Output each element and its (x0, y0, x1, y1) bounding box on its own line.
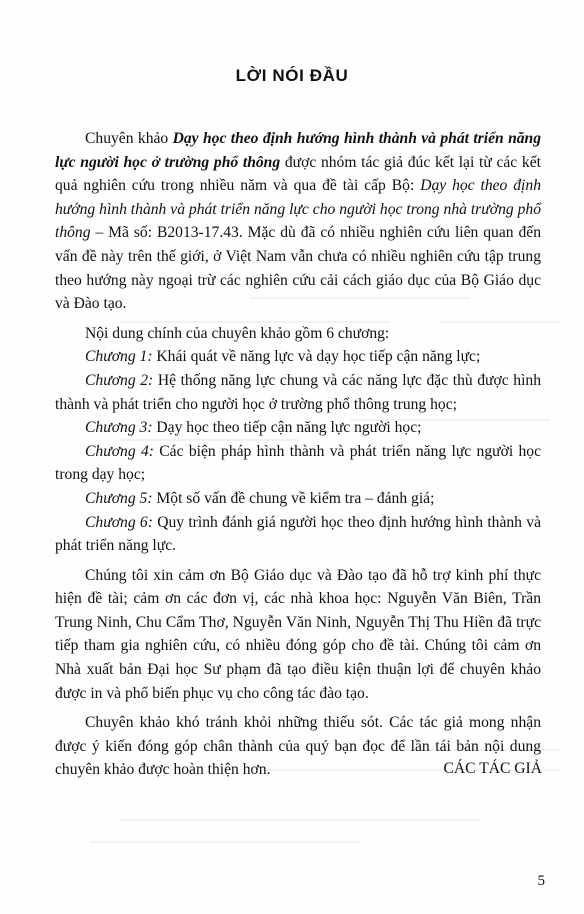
thanks-paragraph: Chúng tôi xin cảm ơn Bộ Giáo dục và Đào tạo đã hỗ trợ kinh phí thực hiện đề tài; cảm ơn các đơn vị, các nhà khoa học: Nguyễn Văn Biên, Trần Trung Ninh, Chu Cẩm Thơ, Nguyễn Văn Ninh, Nguyễn Thị Thu Hiền đã trực tiếp tham gia nghiên cứu, có nhiều đóng góp cho đề tài. Chúng tôi cảm ơn Nhà xuất bản Đại học Sư phạm đã tạo điều kiện thuận lợi để chuyên khảo được in và phổ biến phục vụ cho công tác đào tạo. (55, 566, 541, 702)
book-title: Dạy học theo định hướng hình thành và phát triển năng lực người học ở trường phổ thông (55, 130, 542, 171)
chapter-label: Chương 4: (85, 442, 154, 460)
chapter-label: Chương 6: (85, 513, 153, 531)
chapter-item: Chương 2: Hệ thống năng lực chung và các năng lực đặc thù được hình thành và phát triển cho người học ở trường phổ thông trung học; (55, 371, 541, 413)
chapter-label: Chương 1: (85, 348, 153, 366)
authors-signature: CÁC TÁC GIẢ (443, 760, 542, 777)
chapter-label: Chương 5: (85, 489, 153, 507)
chapter-item: Chương 6: Quy trình đánh giá người học theo định hướng hình thành và phát triển năng lực. (55, 513, 541, 555)
chapter-item: Chương 3: Dạy học theo tiếp cận năng lực người học; (85, 419, 422, 437)
chapter-label: Chương 2: (85, 371, 154, 389)
preface-body (55, 127, 541, 782)
page-number: 5 (537, 873, 545, 889)
chapter-item: Chương 4: Các biện pháp hình thành và phát triển năng lực người học trong dạy học; (55, 442, 541, 484)
chapter-label: Chương 3: (85, 419, 153, 437)
intro-paragraph: Chuyên khảo Dạy học theo định hướng hình thành và phát triển năng lực người học ở trường phổ thông được nhóm tác giả đúc kết lại từ các kết quả nghiên cứu trong nhiều năm và qua đề tài cấp Bộ: Dạy học theo định hướng hình thành và phát triển năng lực cho người học trong nhà trường phổ thông – Mã số: B2013-17.43. Mặc dù đã có nhiều nghiên cứu liên quan đến vấn đề này trên thế giới, ở Việt Nam vẫn chưa có nhiều nghiên cứu tập trung theo hướng này ngoại trừ các nghiên cứu cải cách giáo dục của Bộ Giáo dục và Đào tạo. (55, 130, 542, 313)
contents-intro: Nội dung chính của chuyên khảo gồm 6 chương: (85, 324, 390, 342)
chapter-item: Chương 1: Khái quát về năng lực và dạy học tiếp cận năng lực; (85, 348, 481, 366)
page-title: LỜI NÓI ĐẦU (235, 66, 349, 85)
project-title: Dạy học theo định hướng hình thành và phát triển năng lực cho người học trong nhà trường phổ thông (55, 177, 541, 242)
chapter-item: Chương 5: Một số vấn đề chung về kiểm tra – đánh giá; (85, 489, 435, 507)
closing-paragraph: Chuyên khảo khó tránh khỏi những thiếu sót. Các tác giả mong nhận được ý kiến đóng góp chân thành của quý bạn đọc để lần tái bản nội dung chuyên khảo được hoàn thiện hơn. (55, 714, 541, 779)
